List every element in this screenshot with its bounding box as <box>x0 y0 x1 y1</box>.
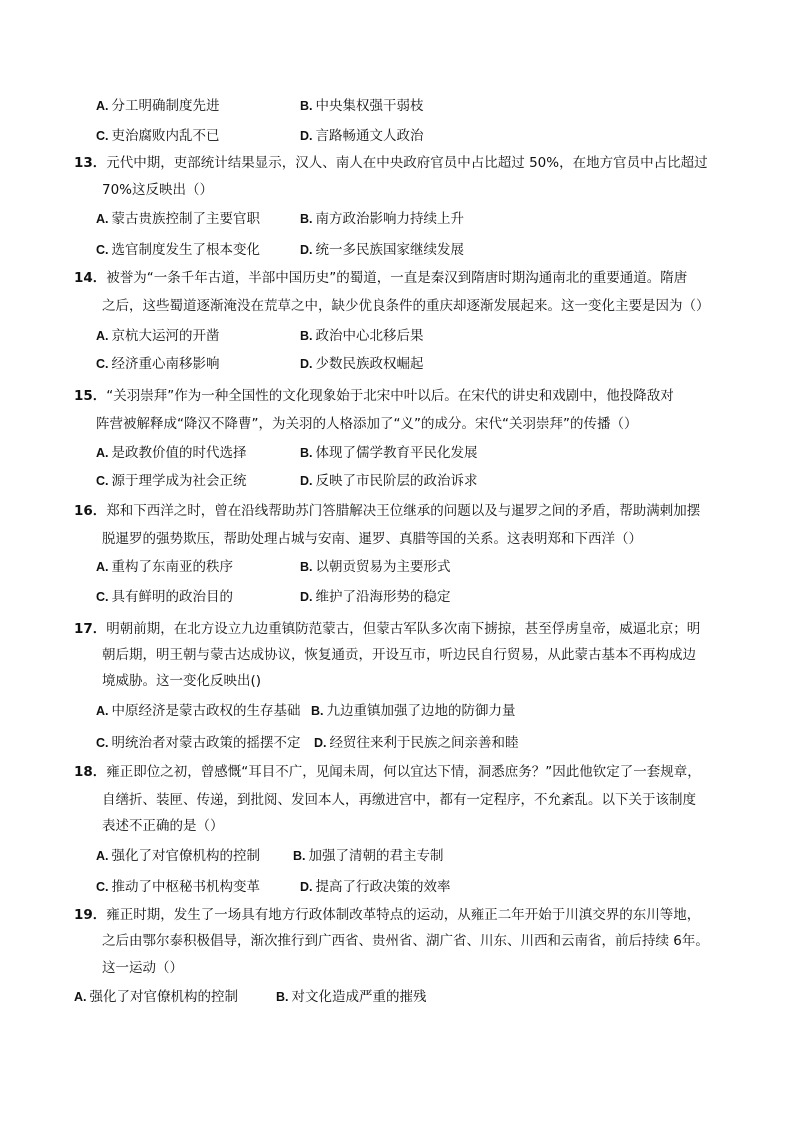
q14-option-b: B. 政治中心北移后果 <box>300 328 424 344</box>
q12-option-a: A. 分工明确制度先进 <box>96 98 220 114</box>
q12-option-b: B. 中央集权强干弱枝 <box>300 98 424 114</box>
q13-option-a: A. 蒙古贵族控制了主要官职 <box>96 211 260 227</box>
q16-option-d: D. 维护了沿海形势的稳定 <box>300 589 451 605</box>
q19-option-a: A. 强化了对官僚机构的控制 <box>74 989 238 1005</box>
q14-option-d: D. 少数民族政权崛起 <box>300 356 424 372</box>
q14-option-a: A. 京杭大运河的开凿 <box>96 328 220 344</box>
q16-option-b: B. 以朝贡贸易为主要形式 <box>300 559 451 575</box>
q16-option-a: A. 重构了东南亚的秩序 <box>96 559 233 575</box>
q17-option-d: D. 经贸往来利于民族之间亲善和睦 <box>314 735 519 751</box>
question-19-stem-line-2: 之后由鄂尔泰积极倡导，渐次推行到广西省、贵州省、湖广省、川东、川西和云南省，前后持续 6年。 <box>102 933 709 949</box>
question-17-stem-line-2: 朝后期，明王朝与蒙古达成协议，恢复通贡，开设互市，听边民自行贸易，从此蒙古基本不再构成边 <box>102 647 696 663</box>
question-17-stem-line-3: 境威胁。这一变化反映出() <box>102 673 262 689</box>
q17-option-b: B. 九边重镇加强了边地的防御力量 <box>311 703 516 719</box>
question-14-stem-line-2: 之后，这些蜀道逐渐淹没在荒草之中，缺少优良条件的重庆却逐渐发展起来。这一变化主要是因为（） <box>102 298 710 314</box>
q13-option-d: D. 统一多民族国家继续发展 <box>300 242 464 258</box>
question-17-stem-line-1: 17．明朝前期，在北方设立九边重镇防范蒙古，但蒙古军队多次南下掳掠，甚至俘虏皇帝，威逼北京；明 <box>74 621 701 637</box>
q15-option-a: A. 是政教价值的时代选择 <box>96 445 247 461</box>
q13-option-b: B. 南方政治影响力持续上升 <box>300 211 464 227</box>
question-18-stem-line-3: 表述不正确的是（） <box>102 818 224 834</box>
q19-option-b: B. 对文化造成严重的摧残 <box>276 989 427 1005</box>
q18-option-d: D. 提高了行政决策的效率 <box>300 879 451 895</box>
question-18-stem-line-2: 自缮折、装匣、传递，到批阅、发回本人，再缴进宫中，都有一定程序，不允紊乱。以下关于该制度 <box>102 792 696 808</box>
q12-option-d: D. 言路畅通文人政治 <box>300 128 424 144</box>
question-19-stem-line-1: 19．雍正时期，发生了一场具有地方行政体制改革特点的运动，从雍正二年开始于川滇交界的东川等地， <box>74 907 701 923</box>
q17-option-a: A. 中原经济是蒙古政权的生存基础 <box>96 703 301 719</box>
q18-option-b: B. 加强了清朝的君主专制 <box>293 848 444 864</box>
question-19-stem-line-3: 这一运动（） <box>102 960 183 976</box>
question-16-stem-line-1: 16．郑和下西洋之时，曾在沿线帮助苏门答腊解决王位继承的问题以及与暹罗之间的矛盾，帮助满剌加摆 <box>74 503 701 519</box>
question-15-stem-line-2: 阵营被解释成“降汉不降曹”，为关羽的人格添加了“义”的成分。宋代“关羽崇拜”的传播（） <box>96 416 638 432</box>
q15-option-d: D. 反映了市民阶层的政治诉求 <box>300 473 478 489</box>
q13-option-c: C. 选官制度发生了根本变化 <box>96 242 260 258</box>
question-14-stem-line-1: 14．被誉为“一条千年古道，半部中国历史”的蜀道，一直是秦汉到隋唐时期沟通南北的重要通道。隋唐 <box>74 270 688 286</box>
q12-option-c: C. 吏治腐败内乱不已 <box>96 128 220 144</box>
q16-option-c: C. 具有鲜明的政治目的 <box>96 589 233 605</box>
q15-option-c: C. 源于理学成为社会正统 <box>96 473 247 489</box>
question-15-stem-line-1: 15．“关羽崇拜”作为一种全国性的文化现象始于北宋中叶以后。在宋代的讲史和戏剧中，他投降敌对 <box>74 388 674 404</box>
q14-option-c: C. 经济重心南移影响 <box>96 356 220 372</box>
question-18-stem-line-1: 18．雍正即位之初，曾感慨“耳目不广，见闻未周，何以宜达下情，洞悉庶务？”因此他钦定了一套规章， <box>74 764 701 780</box>
q18-option-c: C. 推动了中枢秘书机构变革 <box>96 879 260 895</box>
q17-option-c: C. 明统治者对蒙古政策的摇摆不定 <box>96 735 301 751</box>
question-13-stem-line-1: 13．元代中期，吏部统计结果显示，汉人、南人在中央政府官员中占比超过 50%，在地方官员中占比超过 <box>74 155 708 171</box>
question-13-stem-line-2: 70%这反映出（） <box>102 182 214 198</box>
q18-option-a: A. 强化了对官僚机构的控制 <box>96 848 260 864</box>
q15-option-b: B. 体现了儒学教育平民化发展 <box>300 445 478 461</box>
question-16-stem-line-2: 脱暹罗的强势欺压，帮助处理占城与安南、暹罗、真腊等国的关系。这表明郑和下西洋（） <box>102 531 642 547</box>
